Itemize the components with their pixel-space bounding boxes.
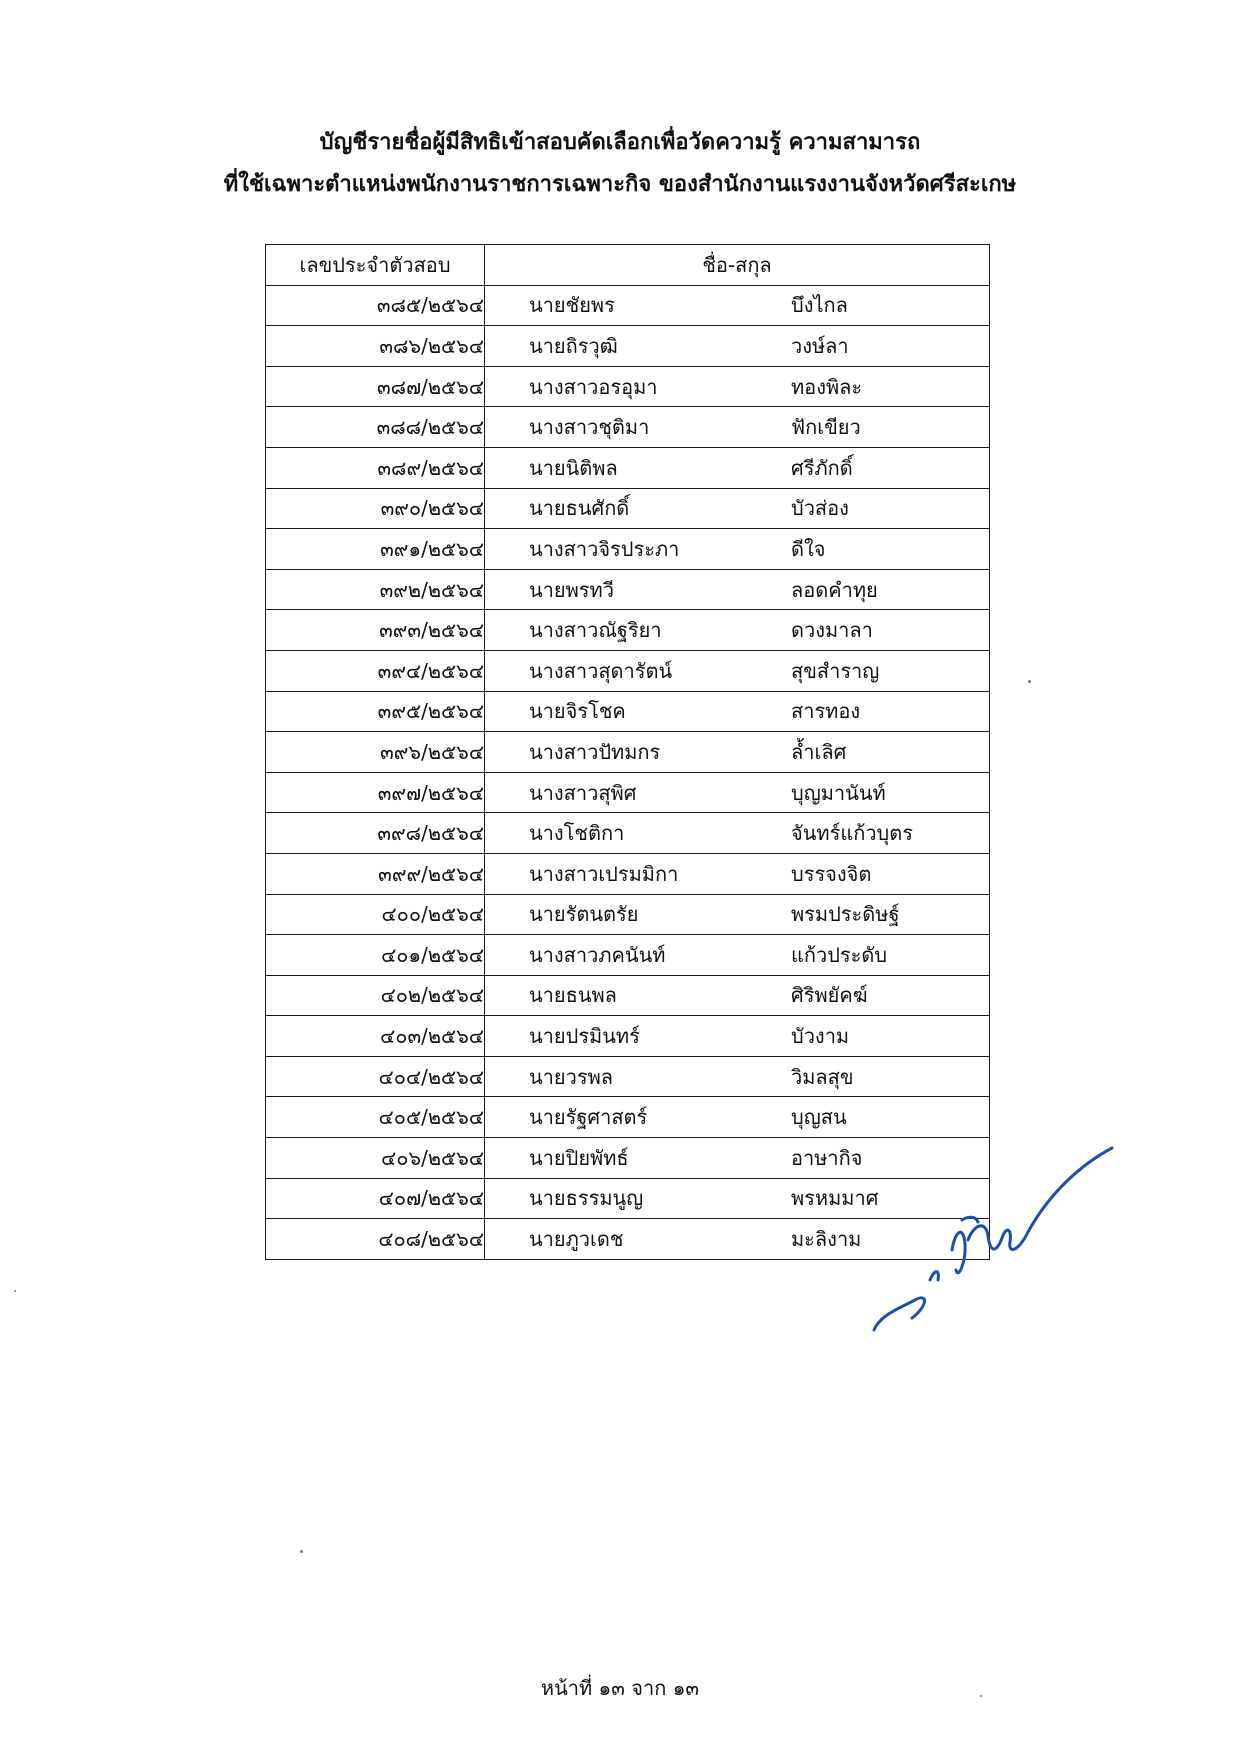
exam-id-cell: ๓๙๗/๒๕๖๔ — [266, 772, 485, 813]
exam-id-cell: ๓๘๘/๒๕๖๔ — [266, 407, 485, 448]
last-name: วิมลสุข — [791, 1064, 854, 1089]
exam-id-cell: ๓๙๘/๒๕๖๔ — [266, 813, 485, 854]
last-name: บัวงาม — [791, 1024, 850, 1049]
last-name: ศรีภักดิ์ — [791, 455, 853, 480]
document-title-line2: ที่ใช้เฉพาะตำแหน่งพนักงานราชการเฉพาะกิจ ของสำนักงานแรงงานจังหวัดศรีสะเกษ — [223, 172, 1017, 197]
table-row — [266, 975, 990, 1016]
first-name: นายธนศักดิ์ — [529, 496, 630, 521]
first-name: นางสาวจิรประภา — [529, 536, 680, 561]
first-name: นางสาวณัฐริยา — [529, 618, 662, 643]
full-name-cell — [485, 569, 990, 610]
last-name: ทองพิละ — [791, 374, 863, 399]
exam-id-cell: ๓๙๕/๒๕๖๔ — [266, 691, 485, 732]
exam-id-cell: ๓๘๗/๒๕๖๔ — [266, 366, 485, 407]
document-title-line1: บัญชีรายชื่อผู้มีสิทธิเข้าสอบคัดเลือกเพื่อวัดความรู้ ความสามารถ — [319, 130, 921, 155]
table-row — [266, 650, 990, 691]
full-name-cell — [485, 650, 990, 691]
full-name-cell — [485, 894, 990, 935]
last-name: บัวส่อง — [791, 496, 849, 521]
last-name: สารทอง — [791, 699, 861, 724]
first-name: นางสาวอรอุมา — [529, 374, 658, 399]
last-name: สุขสำราญ — [791, 658, 880, 683]
last-name: พรหมมาศ — [791, 1186, 879, 1211]
full-name-cell — [485, 610, 990, 651]
exam-id-cell: ๔๐๗/๒๕๖๔ — [266, 1178, 485, 1219]
exam-id-cell: ๓๙๐/๒๕๖๔ — [266, 488, 485, 529]
last-name: ฟักเขียว — [791, 415, 861, 440]
table-row — [266, 813, 990, 854]
table-body — [266, 285, 990, 1259]
last-name: จันทร์แก้วบุตร — [791, 821, 913, 846]
last-name: บรรจงจิต — [791, 861, 872, 886]
exam-id-cell: ๓๙๑/๒๕๖๔ — [266, 529, 485, 570]
exam-id-cell: ๔๐๘/๒๕๖๔ — [266, 1219, 485, 1260]
table-row — [266, 1056, 990, 1097]
last-name: มะลิงาม — [791, 1227, 862, 1252]
exam-id-cell: ๓๘๙/๒๕๖๔ — [266, 447, 485, 488]
exam-id-cell: ๔๐๓/๒๕๖๔ — [266, 1016, 485, 1057]
full-name-cell — [485, 813, 990, 854]
first-name: นายชัยพร — [529, 293, 615, 318]
exam-id-cell: ๔๐๔/๒๕๖๔ — [266, 1056, 485, 1097]
first-name: นางสาวชุติมา — [529, 415, 650, 440]
table-row — [266, 691, 990, 732]
full-name-cell — [485, 935, 990, 976]
first-name: นายพรทวี — [529, 577, 614, 602]
first-name: นางโชติกา — [529, 821, 625, 846]
first-name: นายปรมินทร์ — [529, 1024, 640, 1049]
full-name-cell — [485, 407, 990, 448]
full-name-cell — [485, 1056, 990, 1097]
full-name-cell — [485, 691, 990, 732]
full-name-cell — [485, 447, 990, 488]
first-name: นายรัตนตรัย — [529, 902, 639, 927]
table-row — [266, 488, 990, 529]
first-name: นางสาวสุพิศ — [529, 780, 637, 805]
column-header-full-name: ชื่อ-สกุล — [485, 245, 990, 286]
last-name: ดีใจ — [791, 536, 826, 561]
first-name: นางสาวเปรมมิกา — [529, 861, 679, 886]
candidate-table — [265, 244, 990, 1260]
first-name: นายนิติพล — [529, 455, 618, 480]
exam-id-cell: ๓๙๙/๒๕๖๔ — [266, 853, 485, 894]
last-name: บึงไกล — [791, 293, 848, 318]
exam-id-cell: ๓๘๕/๒๕๖๔ — [266, 285, 485, 326]
first-name: นางสาวสุดารัตน์ — [529, 658, 673, 683]
table-row — [266, 447, 990, 488]
full-name-cell — [485, 326, 990, 367]
exam-id-cell: ๓๘๖/๒๕๖๔ — [266, 326, 485, 367]
first-name: นางสาวภคนันท์ — [529, 942, 666, 967]
table-row — [266, 772, 990, 813]
exam-id-cell: ๓๙๒/๒๕๖๔ — [266, 569, 485, 610]
last-name: แก้วประดับ — [791, 942, 888, 967]
full-name-cell — [485, 853, 990, 894]
table-row — [266, 853, 990, 894]
first-name: นายรัฐศาสตร์ — [529, 1105, 648, 1130]
table-row — [266, 326, 990, 367]
column-header-exam-id: เลขประจำตัวสอบ — [266, 245, 485, 286]
last-name: ลอดคำทุย — [791, 577, 878, 602]
full-name-cell — [485, 772, 990, 813]
table-row — [266, 285, 990, 326]
page-number: หน้าที่ ๑๓ จาก ๑๓ — [540, 1676, 700, 1700]
exam-id-cell: ๓๙๖/๒๕๖๔ — [266, 732, 485, 773]
exam-id-cell: ๔๐๖/๒๕๖๔ — [266, 1138, 485, 1179]
table-row — [266, 610, 990, 651]
table-row — [266, 1016, 990, 1057]
last-name: พรมประดิษฐ์ — [791, 902, 900, 927]
exam-id-cell: ๔๐๑/๒๕๖๔ — [266, 935, 485, 976]
full-name-cell — [485, 1016, 990, 1057]
table-row — [266, 732, 990, 773]
last-name: ดวงมาลา — [791, 618, 873, 643]
table-row — [266, 935, 990, 976]
exam-id-cell: ๓๙๓/๒๕๖๔ — [266, 610, 485, 651]
exam-id-cell: ๔๐๕/๒๕๖๔ — [266, 1097, 485, 1138]
handwritten-signature-icon — [860, 1130, 1120, 1350]
full-name-cell — [485, 732, 990, 773]
first-name: นายวรพล — [529, 1064, 614, 1089]
last-name: ศิริพยัคฆ์ — [791, 983, 868, 1008]
last-name: บุญมานันท์ — [791, 780, 886, 805]
table-header-row — [266, 245, 990, 286]
full-name-cell — [485, 529, 990, 570]
first-name: นางสาวปัทมกร — [529, 739, 661, 764]
first-name: นายภูวเดช — [529, 1227, 624, 1252]
first-name: นายปิยพัทธ์ — [529, 1145, 629, 1170]
full-name-cell — [485, 366, 990, 407]
full-name-cell — [485, 975, 990, 1016]
first-name: นายธนพล — [529, 983, 617, 1008]
table-row — [266, 366, 990, 407]
first-name: นายจิรโชค — [529, 699, 626, 724]
exam-id-cell: ๔๐๐/๒๕๖๔ — [266, 894, 485, 935]
table-row — [266, 529, 990, 570]
last-name: วงษ์ลา — [791, 333, 849, 358]
table-row — [266, 569, 990, 610]
last-name: บุญสน — [791, 1105, 847, 1130]
table-row — [266, 894, 990, 935]
exam-id-cell: ๔๐๒/๒๕๖๔ — [266, 975, 485, 1016]
last-name: อาษากิจ — [791, 1145, 863, 1170]
full-name-cell — [485, 488, 990, 529]
table-row — [266, 407, 990, 448]
first-name: นายถิรวุฒิ — [529, 333, 618, 358]
full-name-cell — [485, 285, 990, 326]
exam-id-cell: ๓๙๔/๒๕๖๔ — [266, 650, 485, 691]
first-name: นายธรรมนูญ — [529, 1186, 644, 1211]
last-name: ล้ำเลิศ — [791, 739, 847, 764]
